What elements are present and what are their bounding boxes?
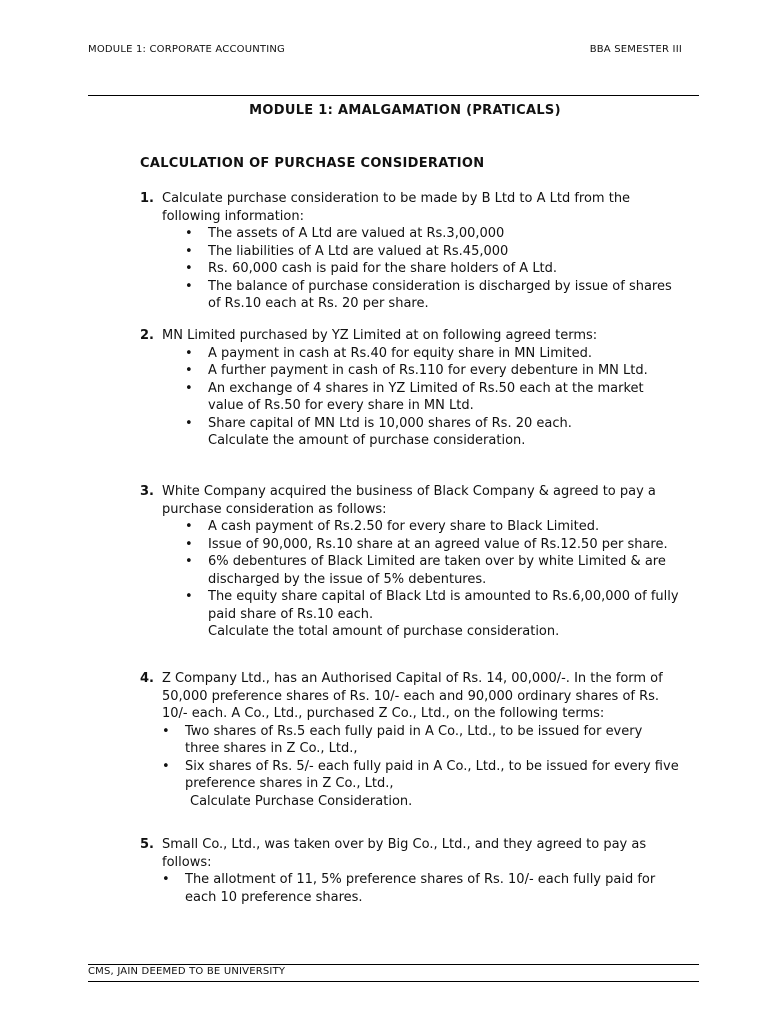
list-item-text: The assets of A Ltd are valued at Rs.3,00,000 bbox=[208, 226, 505, 241]
question-3 bbox=[140, 483, 680, 641]
question-number: 4. bbox=[140, 671, 154, 686]
list-item-text: A further payment in cash of Rs.110 for every debenture in MN Ltd. bbox=[208, 363, 648, 378]
question-stem: MN Limited purchased by YZ Limited at on following agreed terms: bbox=[162, 328, 598, 343]
question-2 bbox=[140, 327, 680, 450]
question-number: 3. bbox=[140, 484, 154, 499]
bullet-icon: • bbox=[185, 519, 193, 534]
list-item bbox=[140, 723, 680, 758]
bullet-icon: • bbox=[185, 278, 193, 294]
bullet-icon: • bbox=[185, 415, 193, 431]
list-item bbox=[140, 225, 680, 243]
list-item bbox=[140, 553, 680, 588]
bullet-icon: • bbox=[185, 589, 193, 604]
list-item bbox=[140, 536, 680, 554]
question-5 bbox=[140, 836, 680, 906]
list-item-text: 6% debentures of Black Limited are taken over by white Limited & are discharged by the issue of 5% debentures. bbox=[208, 554, 666, 587]
list-item bbox=[140, 518, 680, 536]
list-item-text: A cash payment of Rs.2.50 for every share to Black Limited. bbox=[208, 519, 600, 534]
list-item-text: The equity share capital of Black Ltd is amounted to Rs.6,00,000 of fully paid share of Rs.10 each. bbox=[208, 589, 679, 622]
bullet-list bbox=[140, 345, 680, 433]
bullet-list bbox=[140, 518, 680, 623]
header-divider bbox=[88, 95, 699, 96]
list-item-text: A payment in cash at Rs.40 for equity share in MN Limited. bbox=[208, 345, 592, 361]
footer-divider-top bbox=[88, 964, 699, 965]
question-number: 5. bbox=[140, 837, 154, 852]
bullet-icon: • bbox=[185, 363, 193, 378]
section-heading: CALCULATION OF PURCHASE CONSIDERATION bbox=[140, 156, 485, 171]
list-item bbox=[140, 243, 680, 261]
bullet-list bbox=[140, 723, 680, 793]
list-item bbox=[140, 415, 680, 433]
list-item-text: Rs. 60,000 cash is paid for the share holders of A Ltd. bbox=[208, 261, 558, 276]
question-stem: Z Company Ltd., has an Authorised Capital of Rs. 14, 00,000/-. In the form of 50,000 preference shares of Rs. 10/- each and 90,000 ordinary shares of Rs. 10/- each. A Co., Ltd., purchased Z Co., Ltd., on the following terms: bbox=[162, 671, 663, 721]
page-title: MODULE 1: AMALGAMATION (PRATICALS) bbox=[249, 103, 561, 118]
question-number: 2. bbox=[140, 328, 154, 343]
question-stem: Calculate purchase consideration to be made by B Ltd to A Ltd from the following information: bbox=[162, 191, 631, 224]
question-4 bbox=[140, 670, 680, 810]
list-item-text: Two shares of Rs.5 each fully paid in A Co., Ltd., to be issued for every three shares in Z Co., Ltd., bbox=[185, 723, 643, 756]
list-item bbox=[140, 380, 680, 415]
list-item-text: An exchange of 4 shares in YZ Limited of Rs.50 each at the market value of Rs.50 for every share in MN Ltd. bbox=[208, 380, 644, 413]
list-item bbox=[140, 758, 680, 793]
footer-divider-bottom bbox=[88, 981, 699, 982]
footer-institution: CMS, JAIN DEEMED TO BE UNIVERSITY bbox=[88, 966, 286, 977]
bullet-icon: • bbox=[185, 380, 193, 396]
list-item bbox=[140, 871, 680, 906]
bullet-icon: • bbox=[185, 345, 193, 361]
question-stem: Small Co., Ltd., was taken over by Big Co., Ltd., and they agreed to pay as follows: bbox=[162, 837, 647, 870]
list-item-text: The liabilities of A Ltd are valued at Rs.45,000 bbox=[208, 243, 509, 259]
list-item-text: Share capital of MN Ltd is 10,000 shares of Rs. 20 each. bbox=[208, 415, 572, 431]
list-item bbox=[140, 345, 680, 363]
bullet-list bbox=[140, 225, 680, 313]
bullet-icon: • bbox=[162, 723, 170, 739]
list-item bbox=[140, 260, 680, 278]
list-item-text: Six shares of Rs. 5/- each fully paid in A Co., Ltd., to be issued for every five preference shares in Z Co., Ltd., bbox=[185, 758, 679, 791]
question-stem: White Company acquired the business of Black Company & agreed to pay a purchase consideration as follows: bbox=[162, 484, 656, 517]
question-number: 1. bbox=[140, 191, 154, 206]
header-semester: BBA SEMESTER III bbox=[589, 44, 682, 55]
question-1 bbox=[140, 190, 680, 313]
list-item bbox=[140, 362, 680, 380]
list-item-text: Issue of 90,000, Rs.10 share at an agreed value of Rs.12.50 per share. bbox=[208, 536, 668, 552]
bullet-icon: • bbox=[185, 261, 193, 276]
bullet-icon: • bbox=[185, 554, 193, 569]
header-module: MODULE 1: CORPORATE ACCOUNTING bbox=[88, 44, 286, 55]
list-item-text: The balance of purchase consideration is discharged by issue of shares of Rs.10 each at Rs. 20 per share. bbox=[208, 278, 672, 311]
bullet-icon: • bbox=[162, 872, 170, 887]
bullet-icon: • bbox=[185, 243, 193, 259]
question-instruction: Calculate the total amount of purchase consideration. bbox=[208, 624, 560, 639]
list-item-text: The allotment of 11, 5% preference shares of Rs. 10/- each fully paid for each 10 preference shares. bbox=[185, 872, 656, 905]
bullet-list bbox=[140, 871, 680, 906]
bullet-icon: • bbox=[185, 536, 193, 552]
question-instruction: Calculate Purchase Consideration. bbox=[190, 793, 413, 809]
list-item bbox=[140, 588, 680, 623]
bullet-icon: • bbox=[185, 226, 193, 241]
list-item bbox=[140, 278, 680, 313]
bullet-icon: • bbox=[162, 758, 170, 774]
question-instruction: Calculate the amount of purchase consideration. bbox=[208, 433, 526, 448]
